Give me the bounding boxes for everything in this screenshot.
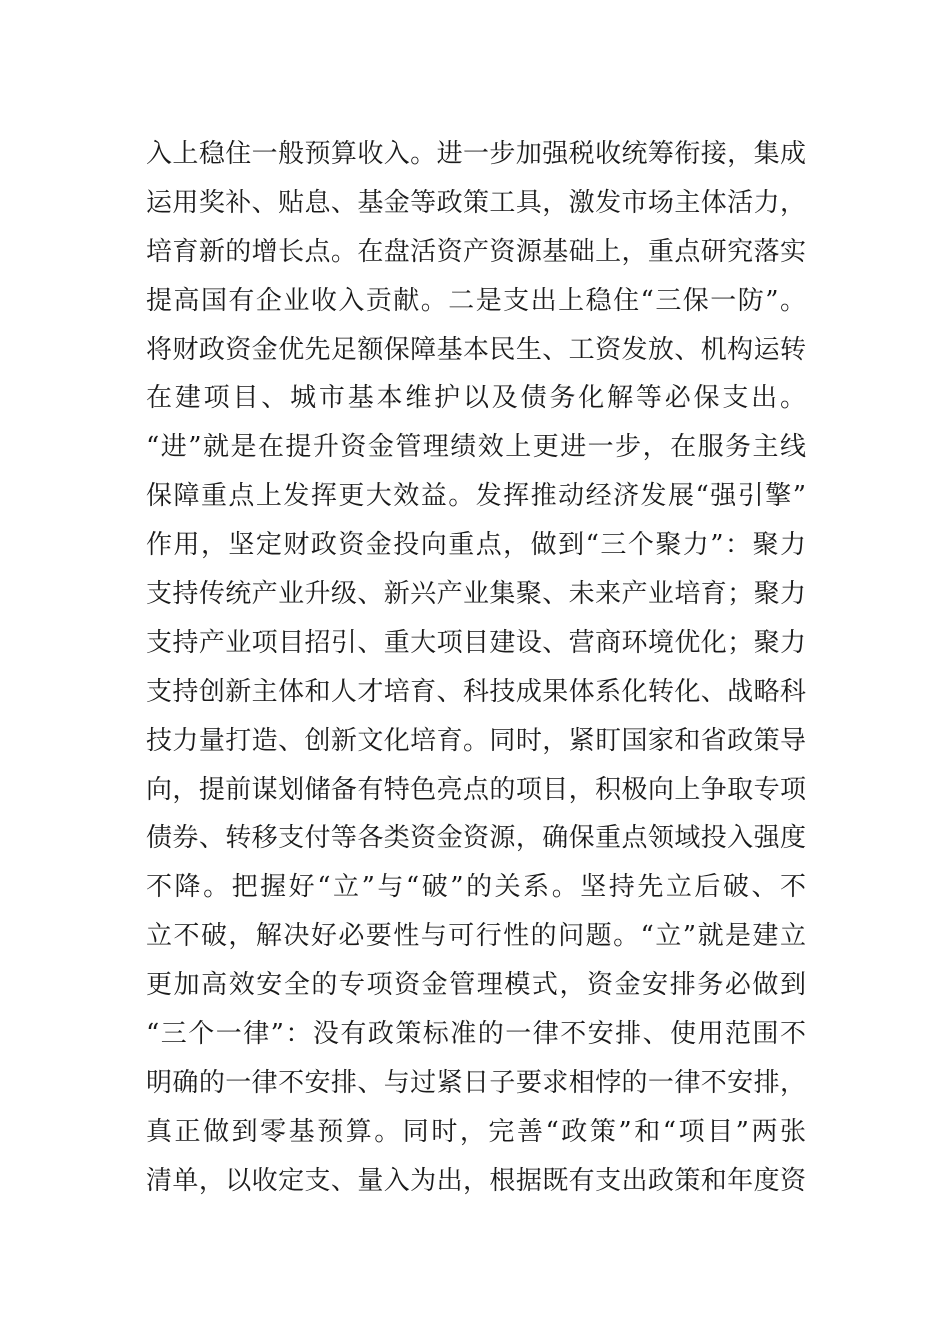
text-line: 立不破，解决好必要性与可行性的问题。“立”就是建立 [146,921,806,952]
text-line: 向，提前谋划储备有特色亮点的项目，积极向上争取专项 [146,774,806,805]
text-line: 支持传统产业升级、新兴产业集聚、未来产业培育；聚力 [146,579,806,610]
text-line: 更加高效安全的专项资金管理模式，资金安排务必做到 [146,970,806,1001]
text-line: 入上稳住一般预算收入。进一步加强税收统筹衔接，集成 [146,139,806,169]
text-line: 作用，坚定财政资金投向重点，做到“三个聚力”：聚力 [146,530,806,561]
body-text [146,130,806,1206]
text-line: 培育新的增长点。在盘活资产资源基础上，重点研究落实 [146,236,806,267]
text-line: 运用奖补、贴息、基金等政策工具，激发市场主体活力， [146,187,806,218]
text-line: 技力量打造、创新文化培育。同时，紧盯国家和省政策导 [146,725,806,756]
text-line: “三个一律”：没有政策标准的一律不安排、使用范围不 [146,1019,806,1050]
text-line: 将财政资金优先足额保障基本民生、工资发放、机构运转 [146,334,806,365]
text-line: 债券、转移支付等各类资金资源，确保重点领域投入强度 [146,823,806,854]
text-line: 清单，以收定支、量入为出，根据既有支出政策和年度资 [146,1165,806,1196]
text-line: “进”就是在提升资金管理绩效上更进一步，在服务主线 [146,432,806,463]
text-line: 明确的一律不安排、与过紧日子要求相悖的一律不安排， [146,1067,806,1098]
text-line: 不降。把握好“立”与“破”的关系。坚持先立后破、不 [146,872,806,903]
text-line: 支持创新主体和人才培育、科技成果体系化转化、战略科 [146,676,806,707]
text-line: 保障重点上发挥更大效益。发挥推动经济发展“强引擎” [146,481,806,512]
text-line: 在建项目、城市基本维护以及债务化解等必保支出。 [146,383,806,414]
text-line: 真正做到零基预算。同时，完善“政策”和“项目”两张 [146,1116,806,1147]
text-line: 支持产业项目招引、重大项目建设、营商环境优化；聚力 [146,627,806,658]
text-line: 提高国有企业收入贡献。二是支出上稳住“三保一防”。 [146,285,806,316]
